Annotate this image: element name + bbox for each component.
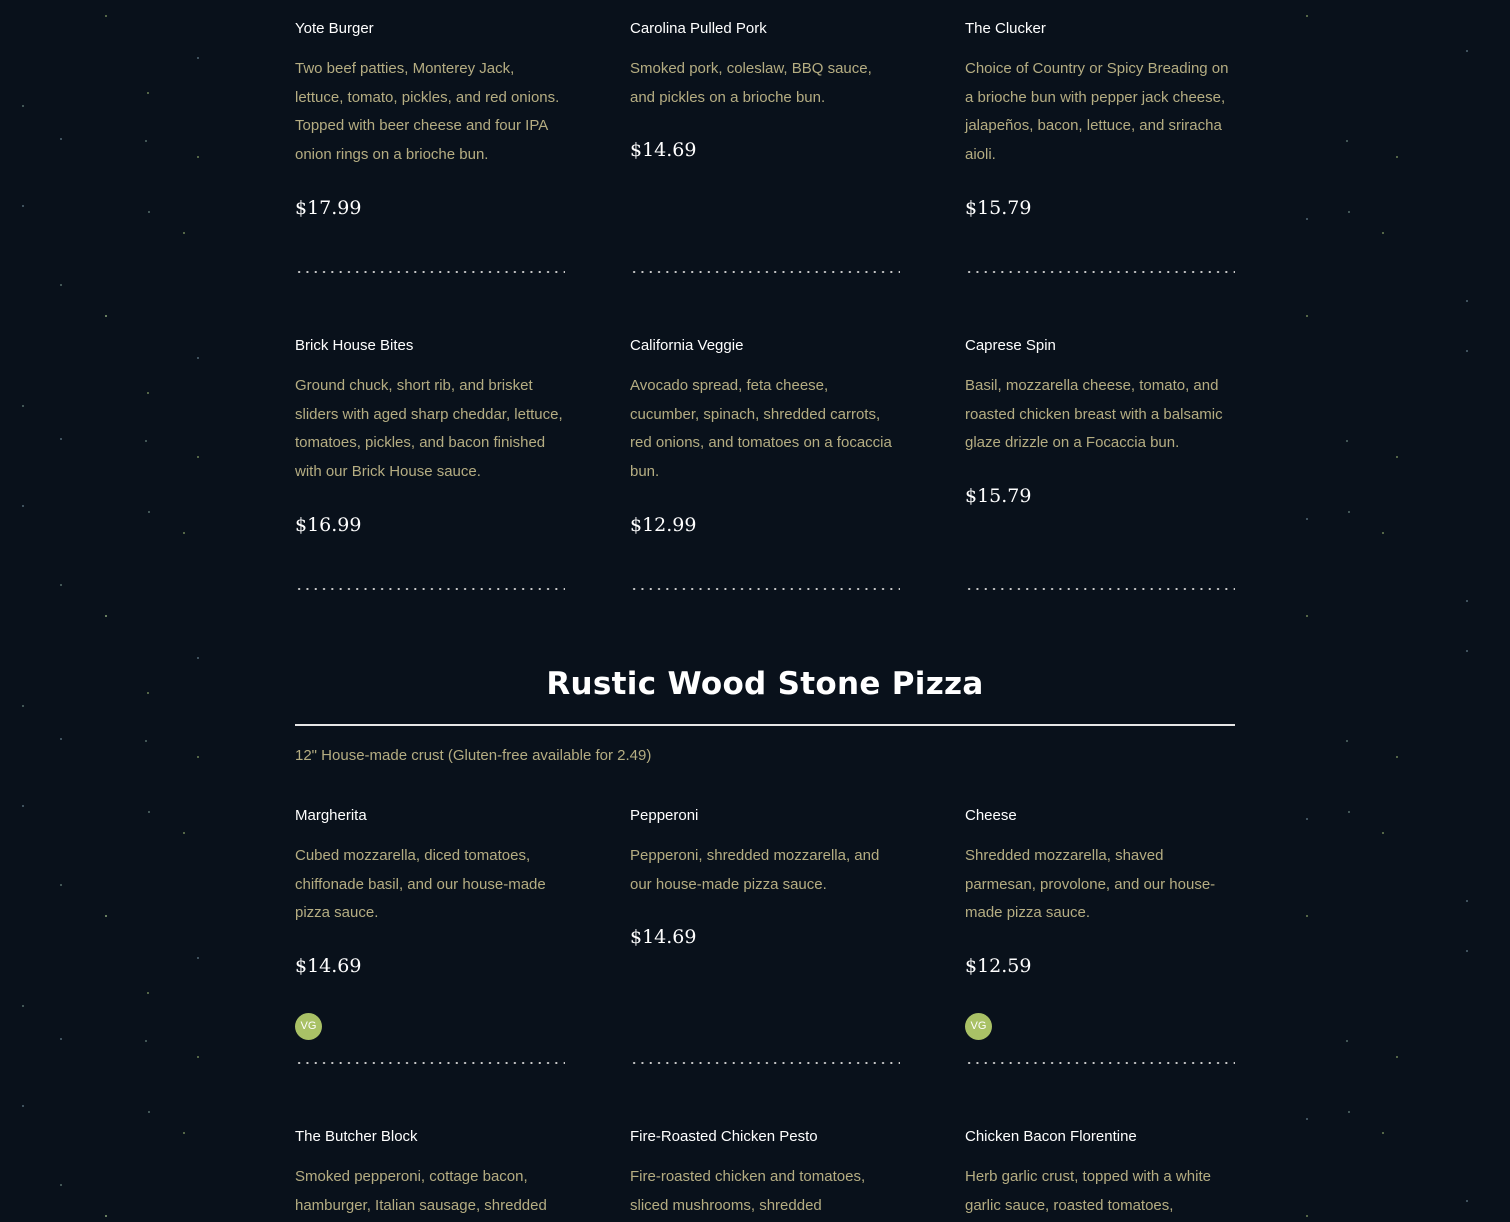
item-description: Smoked pepperoni, cottage bacon, hamburger, Italian sausage, shredded	[295, 1168, 547, 1214]
star-dot	[197, 156, 199, 158]
star-dot	[1306, 218, 1308, 220]
item-price: $12.59	[965, 955, 1032, 978]
star-dot	[1466, 950, 1468, 952]
item-price: $17.99	[295, 196, 362, 219]
item-description: Two beef patties, Monterey Jack, lettuce, tomato, pickles, and red onions. Topped with beer cheese and four IPA onion rings on a brioche bun.	[295, 60, 560, 164]
menu-item-brick-house-bites	[295, 336, 565, 538]
star-dot	[183, 532, 185, 534]
star-dot	[1382, 532, 1384, 534]
star-dot	[197, 957, 199, 959]
dotted-divider	[630, 1062, 900, 1064]
item-price: $14.69	[295, 955, 362, 978]
item-description: Fire-roasted chicken and tomatoes, sliced mushrooms, shredded	[630, 1168, 866, 1214]
dotted-divider	[630, 271, 900, 273]
menu-item-the-butcher-block	[295, 1127, 565, 1220]
star-dot	[1348, 511, 1350, 513]
menu-item-chicken-bacon-florentine	[965, 1127, 1235, 1220]
star-dot	[22, 505, 24, 507]
menu-item-cheese	[965, 806, 1235, 979]
item-price: $14.69	[630, 926, 697, 949]
item-description: Pepperoni, shredded mozzarella, and our house-made pizza sauce.	[630, 847, 880, 893]
menu-item-carolina-pulled-pork	[630, 19, 900, 221]
star-dot	[22, 1105, 24, 1107]
item-description: Basil, mozzarella cheese, tomato, and roasted chicken breast with a balsamic glaze drizzle on a Focaccia bun.	[965, 377, 1223, 452]
star-dot	[60, 1038, 62, 1040]
star-dot	[148, 811, 150, 813]
item-price: $15.79	[965, 196, 1032, 219]
star-dot	[1466, 300, 1468, 302]
star-dot	[105, 1215, 107, 1217]
star-dot	[1346, 1040, 1348, 1042]
dotted-divider	[965, 588, 1235, 590]
star-dot	[147, 92, 149, 94]
star-dot	[1466, 650, 1468, 652]
star-dot	[1382, 232, 1384, 234]
star-dot	[1306, 915, 1308, 917]
star-dot	[60, 138, 62, 140]
star-dot	[145, 1040, 147, 1042]
item-description: Ground chuck, short rib, and brisket sliders with aged sharp cheddar, lettuce, tomatoes, pickles, and bacon finished with our Brick House sauce.	[295, 377, 563, 481]
pizza-row-2	[295, 1127, 1235, 1220]
item-name: Caprese Spin	[965, 337, 1056, 354]
star-dot	[1306, 1215, 1308, 1217]
star-dot	[147, 392, 149, 394]
item-price: $16.99	[295, 513, 362, 536]
star-dot	[105, 615, 107, 617]
star-dot	[197, 756, 199, 758]
star-dot	[1466, 1200, 1468, 1202]
star-dot	[1306, 818, 1308, 820]
star-dot	[1466, 600, 1468, 602]
item-name: Brick House Bites	[295, 337, 414, 354]
star-dot	[1346, 140, 1348, 142]
star-dot	[147, 692, 149, 694]
burger-row-2	[295, 336, 1235, 538]
star-dot	[105, 915, 107, 917]
item-name: Yote Burger	[295, 20, 374, 37]
star-dot	[1396, 1056, 1398, 1058]
star-dot	[105, 615, 107, 617]
star-dot	[145, 740, 147, 742]
star-dot	[105, 15, 107, 17]
section-title: Rustic Wood Stone Pizza	[546, 666, 984, 702]
star-dot	[1466, 350, 1468, 352]
menu-item-fire-roasted-chicken-pesto	[630, 1127, 900, 1220]
star-dot	[1396, 756, 1398, 758]
item-name: Margherita	[295, 807, 367, 824]
star-dot	[145, 140, 147, 142]
star-dot	[105, 315, 107, 317]
star-dot	[60, 438, 62, 440]
star-dot	[105, 315, 107, 317]
item-description: Shredded mozzarella, shaved parmesan, provolone, and our house-made pizza sauce.	[965, 847, 1216, 922]
menu-item-pepperoni	[630, 806, 900, 979]
item-price: $14.69	[630, 139, 697, 162]
item-name: The Clucker	[965, 20, 1046, 37]
star-dot	[183, 232, 185, 234]
star-dot	[197, 1056, 199, 1058]
vegetarian-badge: VG	[295, 1013, 322, 1040]
item-name: The Butcher Block	[295, 1128, 418, 1145]
star-dot	[60, 584, 62, 586]
item-name: Fire-Roasted Chicken Pesto	[630, 1128, 818, 1145]
star-dot	[1466, 50, 1468, 52]
dotted-divider	[295, 588, 565, 590]
star-dot	[1346, 440, 1348, 442]
item-description: Herb garlic crust, topped with a white garlic sauce, roasted tomatoes,	[965, 1168, 1211, 1214]
star-dot	[1306, 518, 1308, 520]
item-description: Avocado spread, feta cheese, cucumber, spinach, shredded carrots, red onions, and tomatoes on a focaccia bun.	[630, 377, 892, 481]
star-dot	[60, 284, 62, 286]
star-dot	[1382, 1132, 1384, 1134]
star-dot	[1306, 15, 1308, 17]
menu-item-margherita	[295, 806, 565, 979]
star-dot	[60, 1184, 62, 1186]
item-description: Choice of Country or Spicy Breading on a brioche bun with pepper jack cheese, jalapeños, bacon, lettuce, and sriracha aioli.	[965, 60, 1229, 164]
star-dot	[1396, 156, 1398, 158]
vegetarian-badge: VG	[965, 1013, 992, 1040]
item-name: Chicken Bacon Florentine	[965, 1128, 1137, 1145]
item-description: Cubed mozzarella, diced tomatoes, chiffonade basil, and our house-made pizza sauce.	[295, 847, 546, 922]
star-dot	[22, 805, 24, 807]
burger-row-1	[295, 19, 1235, 221]
item-name: California Veggie	[630, 337, 744, 354]
pizza-row-1	[295, 806, 1235, 979]
dotted-divider	[965, 1062, 1235, 1064]
star-dot	[1382, 832, 1384, 834]
menu-item-yote-burger	[295, 19, 565, 221]
star-dot	[22, 1005, 24, 1007]
item-price: $12.99	[630, 513, 697, 536]
star-dot	[148, 1111, 150, 1113]
star-dot	[197, 657, 199, 659]
star-dot	[1466, 900, 1468, 902]
menu-item-the-clucker	[965, 19, 1235, 221]
dotted-divider	[630, 588, 900, 590]
dotted-divider	[295, 271, 565, 273]
star-dot	[1346, 740, 1348, 742]
star-dot	[1396, 456, 1398, 458]
star-dot	[60, 884, 62, 886]
star-dot	[145, 440, 147, 442]
star-dot	[22, 405, 24, 407]
star-dot	[1348, 1111, 1350, 1113]
star-dot	[197, 456, 199, 458]
section-divider	[295, 724, 1235, 726]
star-dot	[22, 705, 24, 707]
item-name: Pepperoni	[630, 807, 699, 824]
star-dot	[197, 357, 199, 359]
star-dot	[1348, 211, 1350, 213]
star-dot	[148, 511, 150, 513]
star-dot	[60, 738, 62, 740]
star-dot	[183, 832, 185, 834]
dotted-divider	[965, 271, 1235, 273]
item-description: Smoked pork, coleslaw, BBQ sauce, and pickles on a brioche bun.	[630, 60, 872, 106]
star-dot	[1306, 1118, 1308, 1120]
star-dot	[148, 211, 150, 213]
item-price: $15.79	[965, 485, 1032, 508]
dotted-divider	[295, 1062, 565, 1064]
item-name: Cheese	[965, 807, 1017, 824]
star-dot	[183, 1132, 185, 1134]
section-note: 12" House-made crust (Gluten-free available for 2.49)	[295, 747, 652, 764]
menu-item-caprese-spin	[965, 336, 1235, 538]
star-dot	[1306, 315, 1308, 317]
star-dot	[22, 205, 24, 207]
star-dot	[147, 992, 149, 994]
star-dot	[1348, 811, 1350, 813]
star-dot	[22, 105, 24, 107]
star-dot	[1306, 615, 1308, 617]
star-dot	[105, 1215, 107, 1217]
star-dot	[105, 915, 107, 917]
item-name: Carolina Pulled Pork	[630, 20, 767, 37]
menu-item-california-veggie	[630, 336, 900, 538]
star-dot	[197, 57, 199, 59]
